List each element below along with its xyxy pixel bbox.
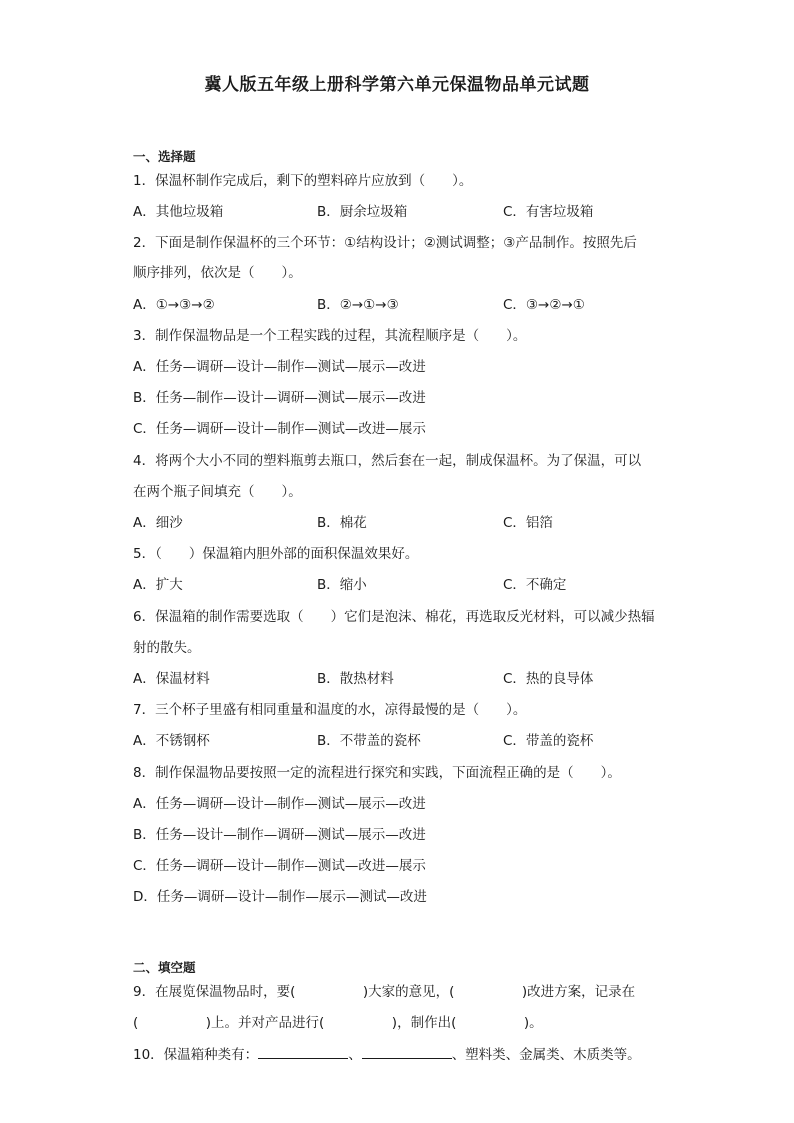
question-4-option-a[interactable]: A．细沙 xyxy=(133,515,183,531)
question-4-option-c[interactable]: C．铝箔 xyxy=(503,515,553,531)
question-7-option-c[interactable]: C．带盖的瓷杯 xyxy=(503,733,594,749)
question-5-option-c[interactable]: C．不确定 xyxy=(503,577,567,593)
question-8-option-c[interactable]: C．任务—调研—设计—制作—测试—改进—展示 xyxy=(133,858,426,874)
question-8-stem: 8．制作保温物品要按照一定的流程进行探究和实践，下面流程正确的是（ ）。 xyxy=(133,765,621,781)
question-2-option-a[interactable]: A．①→③→② xyxy=(133,297,215,313)
question-8-option-d[interactable]: D．任务—调研—设计—制作—展示—测试—改进 xyxy=(133,889,427,905)
question-1-option-b[interactable]: B．厨余垃圾箱 xyxy=(317,204,408,220)
question-9-line2: ( )上。并对产品进行( )，制作出( )。 xyxy=(133,1015,543,1031)
question-1-option-c[interactable]: C．有害垃圾箱 xyxy=(503,204,594,220)
question-10-prefix: 10．保温箱种类有： xyxy=(133,1047,259,1063)
question-8-option-a[interactable]: A．任务—调研—设计—制作—测试—展示—改进 xyxy=(133,796,426,812)
question-6-stem-line2: 射的散失。 xyxy=(133,640,201,656)
question-2-option-c[interactable]: C．③→②→① xyxy=(503,297,585,313)
question-2-stem-line1: 2．下面是制作保温杯的三个环节：①结构设计；②测试调整；③产品制作。按照先后 xyxy=(133,235,637,251)
question-4-option-b[interactable]: B．棉花 xyxy=(317,515,367,531)
question-6-stem-line1: 6．保温箱的制作需要选取（ ）它们是泡沫、棉花，再选取反光材料，可以减少热辐 xyxy=(133,609,655,625)
question-6-option-c[interactable]: C．热的良导体 xyxy=(503,671,594,687)
question-4-stem-line1: 4．将两个大小不同的塑料瓶剪去瓶口，然后套在一起，制成保温杯。为了保温，可以 xyxy=(133,453,642,469)
question-7-stem: 7．三个杯子里盛有相同重量和温度的水，凉得最慢的是（ ）。 xyxy=(133,702,527,718)
question-6-option-b[interactable]: B．散热材料 xyxy=(317,671,394,687)
question-10 xyxy=(133,1044,641,1065)
question-2-stem-line2: 顺序排列，依次是（ ）。 xyxy=(133,265,302,281)
section-heading-fill: 二、填空题 xyxy=(133,960,196,975)
question-7-option-a[interactable]: A．不锈钢杯 xyxy=(133,733,210,749)
question-10-separator: 、 xyxy=(348,1047,362,1063)
question-3-stem: 3．制作保温物品是一个工程实践的过程，其流程顺序是（ ）。 xyxy=(133,328,527,344)
question-5-option-b[interactable]: B．缩小 xyxy=(317,577,367,593)
question-2-option-b[interactable]: B．②→①→③ xyxy=(317,297,399,313)
question-7-option-b[interactable]: B．不带盖的瓷杯 xyxy=(317,733,421,749)
section-heading-choice: 一、选择题 xyxy=(133,149,196,164)
question-8-option-b[interactable]: B．任务—设计—制作—调研—测试—展示—改进 xyxy=(133,827,426,843)
question-10-blank-1[interactable] xyxy=(258,1044,348,1059)
question-3-option-c[interactable]: C．任务—调研—设计—制作—测试—改进—展示 xyxy=(133,421,426,437)
question-1-option-a[interactable]: A．其他垃圾箱 xyxy=(133,204,224,220)
page-title: 冀人版五年级上册科学第六单元保温物品单元试题 xyxy=(204,75,590,95)
question-4-stem-line2: 在两个瓶子间填充（ ）。 xyxy=(133,484,302,500)
question-10-suffix: 、塑料类、金属类、木质类等。 xyxy=(451,1047,641,1063)
question-10-blank-2[interactable] xyxy=(362,1044,452,1059)
question-1-stem: 1．保温杯制作完成后，剩下的塑料碎片应放到（ ）。 xyxy=(133,173,473,189)
question-5-option-a[interactable]: A．扩大 xyxy=(133,577,183,593)
question-9-line1: 9．在展览保温物品时，要( )大家的意见，( )改进方案，记录在 xyxy=(133,984,636,1000)
question-6-option-a[interactable]: A．保温材料 xyxy=(133,671,210,687)
question-5-stem: 5．（ ）保温箱内胆外部的面积保温效果好。 xyxy=(133,546,419,562)
question-3-option-a[interactable]: A．任务—调研—设计—制作—测试—展示—改进 xyxy=(133,359,426,375)
question-3-option-b[interactable]: B．任务—制作—设计—调研—测试—展示—改进 xyxy=(133,390,426,406)
